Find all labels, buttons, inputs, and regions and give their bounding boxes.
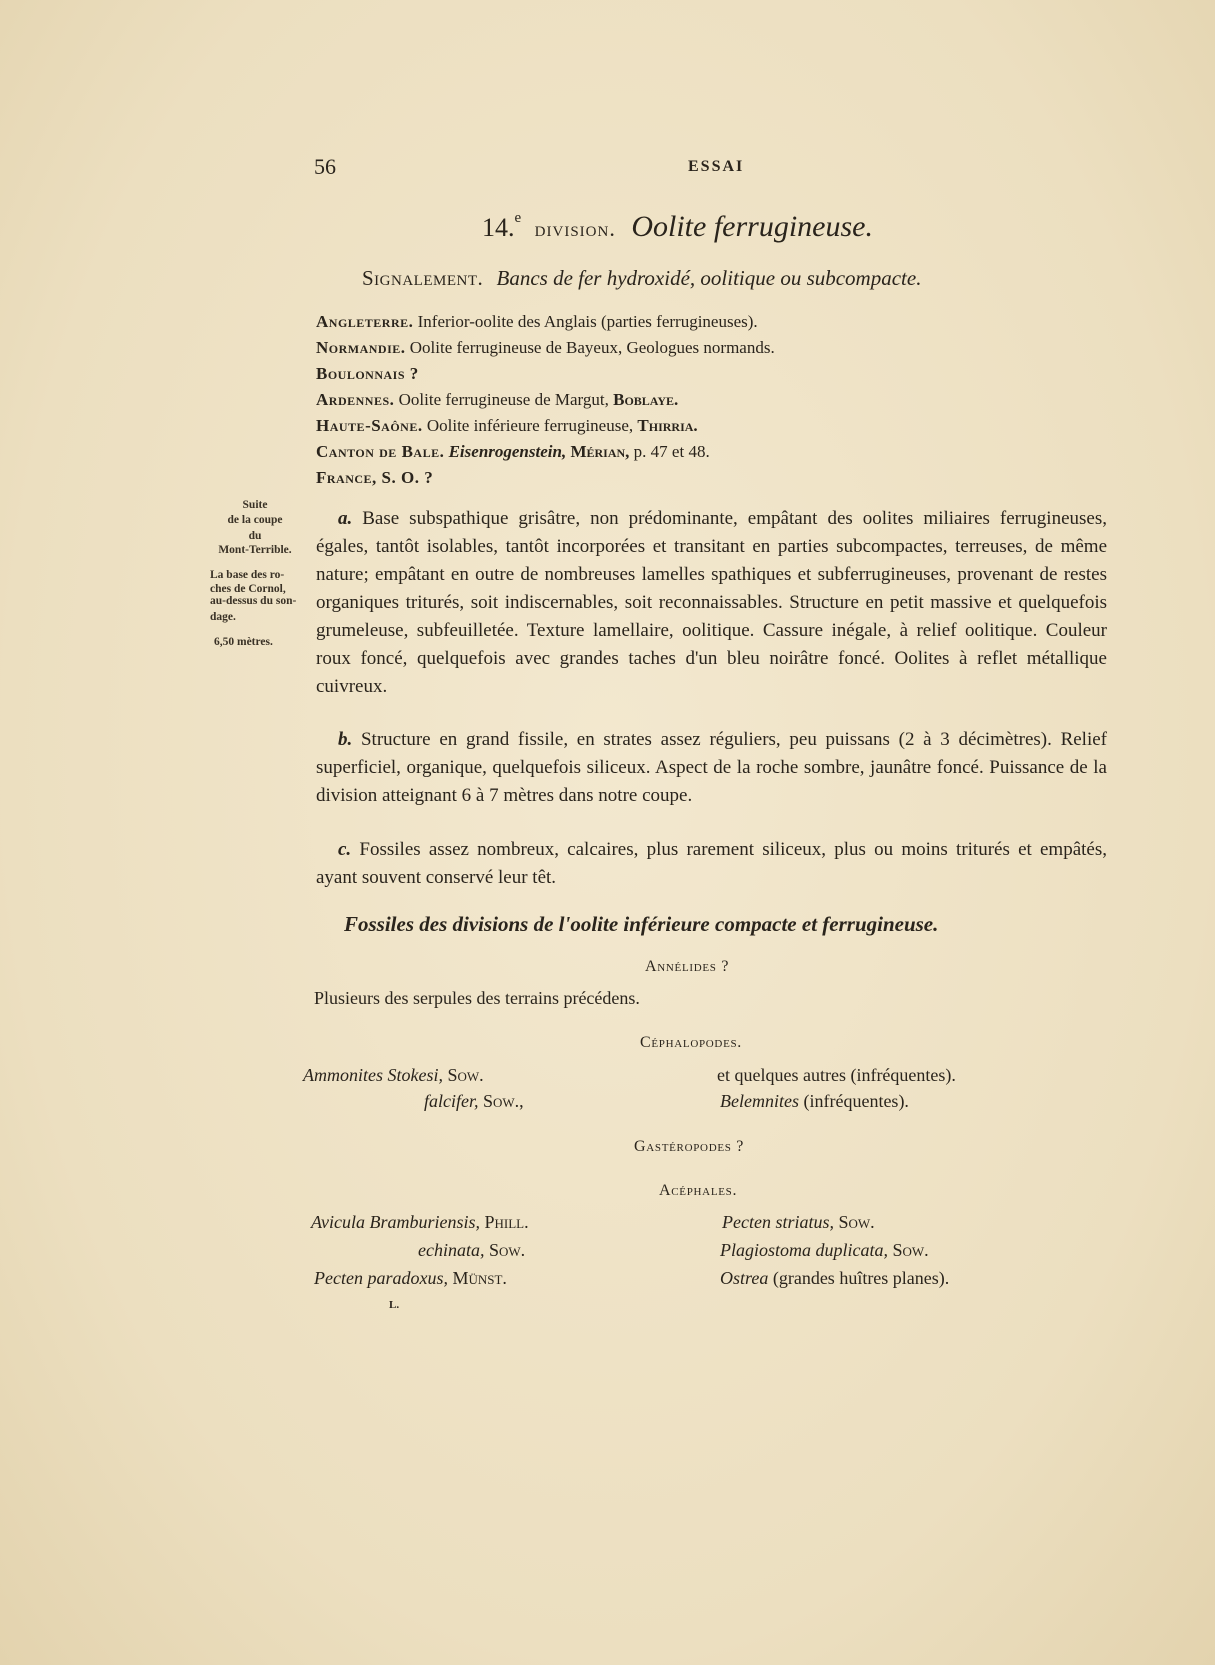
species-author: Münst. [452,1268,507,1288]
margin-note-line: du [248,530,262,542]
synonym-text: Eisenrogenstein, [448,442,567,461]
margin-note-line: Suite [242,499,268,511]
species-name: Pecten striatus, [722,1212,834,1232]
description-b [316,726,1107,810]
synonym-reference: p. 47 et 48. [633,442,710,461]
paragraph-label: b. [338,729,353,750]
fossil-entry [303,1065,484,1086]
margin-note-line: de la coupe [227,513,283,526]
fossil-entry [418,1240,525,1261]
margin-note-thickness: 6,50 mètres. [214,636,273,648]
species-note: (grandes huîtres planes). [772,1268,950,1288]
fossils-title: Fossiles des divisions de l'oolite inférieure compacte et ferrugineuse. [344,912,939,936]
synonym-line [316,442,710,462]
running-head: ESSAI [688,158,745,175]
paragraph-text: Structure en grand fissile, en strates assez réguliers, peu puissans (2 à 3 décimètres). Relief superficiel, organique, quelquefois siliceux. Aspect de la roche sombre, jaunâtre foncé. Puissance de la division atteignant 6 à 7 mètres dans notre coupe. [316,729,1108,806]
synonym-region: Haute-Saône. [316,416,423,435]
species-name: Ostrea [720,1268,769,1288]
fossil-entry [314,1268,507,1289]
paragraph-label: a. [338,508,353,529]
signalement-label: Signalement. [362,266,484,290]
synonym-line [316,390,678,410]
species-note: et quelques autres (infréquentes). [717,1065,956,1085]
division-superscript: e [514,210,522,226]
synonym-line [316,338,775,358]
synonym-region: Canton de Bale. [316,442,445,461]
species-author: Sow. [447,1065,484,1085]
synonym-text: Oolite inférieure ferrugineuse, [426,416,634,435]
margin-note-line: au-dessus du son- [210,595,297,607]
synonym-text: Oolite ferrugineuse de Margut, [398,390,609,409]
fossil-entry [722,1212,875,1233]
fossil-entry [720,1240,929,1261]
synonym-text: Oolite ferrugineuse de Bayeux, Geologues normands. [409,338,775,357]
division-number: 14. [482,213,515,242]
species-name: Belemnites [720,1091,799,1111]
species-author: Phill. [484,1212,529,1232]
synonym-line [316,416,698,436]
footnote-letter: L. [389,1299,400,1311]
synonym-region: Boulonnais ? [316,364,419,383]
fossil-entry [720,1268,949,1289]
margin-note-line: Mont-Terrible. [218,543,292,556]
division-label: division. [534,216,616,241]
class-heading-acephales: Acéphales. [659,1182,738,1199]
fossil-entry [311,1212,529,1233]
fossil-entry [720,1091,909,1112]
species-author: Sow. [892,1240,929,1260]
description-a [316,505,1107,701]
species-author: Sow., [483,1091,524,1111]
synonym-author: Boblaye. [613,390,679,409]
page-number: 56 [314,154,336,179]
species-name: Avicula Bramburiensis, [311,1212,480,1232]
species-name: Pecten paradoxus, [314,1268,448,1288]
margin-note-section [210,500,300,556]
synonym-region: Angleterre. [316,312,414,331]
species-author: Sow. [488,1240,526,1260]
margin-note-line: La base des ro- [210,569,285,581]
signalement-text: Bancs de fer hydroxidé, oolitique ou subcompacte. [496,266,922,290]
species-author: Sow. [838,1212,875,1232]
description-c [316,836,1107,892]
synonym-region: France, S. O. ? [316,468,434,487]
species-name: falcifer, [424,1091,479,1111]
synonym-region: Normandie. [316,338,406,357]
paragraph-label: c. [338,839,352,860]
division-heading [482,210,873,244]
margin-note-location [210,570,308,623]
margin-note-line: dage. [210,610,236,623]
synonym-text: Inferior-oolite des Anglais (parties ferrugineuses). [417,312,758,331]
synonym-author: Mérian, [570,442,630,461]
synonym-line [316,468,433,488]
margin-note-line: ches de Cornol, [210,582,286,595]
paragraph-text: Fossiles assez nombreux, calcaires, plus rarement siliceux, plus ou moins triturés et empâtés, ayant souvent conservé leur têt. [316,839,1107,888]
class-heading-annelides: Annélides ? [645,958,730,975]
synonym-line [316,364,419,384]
signalement [362,266,921,291]
synonym-region: Ardennes. [316,390,395,409]
fossil-entry [424,1091,524,1112]
class-heading-cephalopodes: Céphalopodes. [640,1034,743,1051]
species-name: echinata, [418,1240,485,1260]
class-heading-gasteropodes: Gastéropodes ? [634,1138,745,1155]
synonym-author: Thirria. [637,416,698,435]
species-name: Plagiostoma duplicata, [720,1240,888,1260]
species-note: (infréquentes). [803,1091,909,1111]
division-name: Oolite ferrugineuse. [631,210,873,243]
synonym-line [316,312,758,332]
paragraph-text: Base subspathique grisâtre, non prédominante, empâtant des oolites miliaires ferrugineuses, égales, tantôt isolables, tantôt incorporées et transitant en parties subcompactes, terreuses, de même nature; empâtant en outre de nombreuses lamelles spathiques et subferrugineuses, provenant de restes organiques triturés, soit indiscernables, soit reconnaissables. Structure en petit massive et quelquefois grumeleuse, subfeuilletée. Texture lamellaire, oolitique. Cassure inégale, à relief oolitique. Couleur roux foncé, quelquefois avec grandes taches d'un bleu noirâtre foncé. Oolites à reflet métallique cuivreux. [316,508,1107,697]
fossil-entry [717,1065,956,1086]
annelides-text: Plusieurs des serpules des terrains précédens. [314,988,640,1008]
species-name: Ammonites Stokesi, [303,1065,443,1085]
